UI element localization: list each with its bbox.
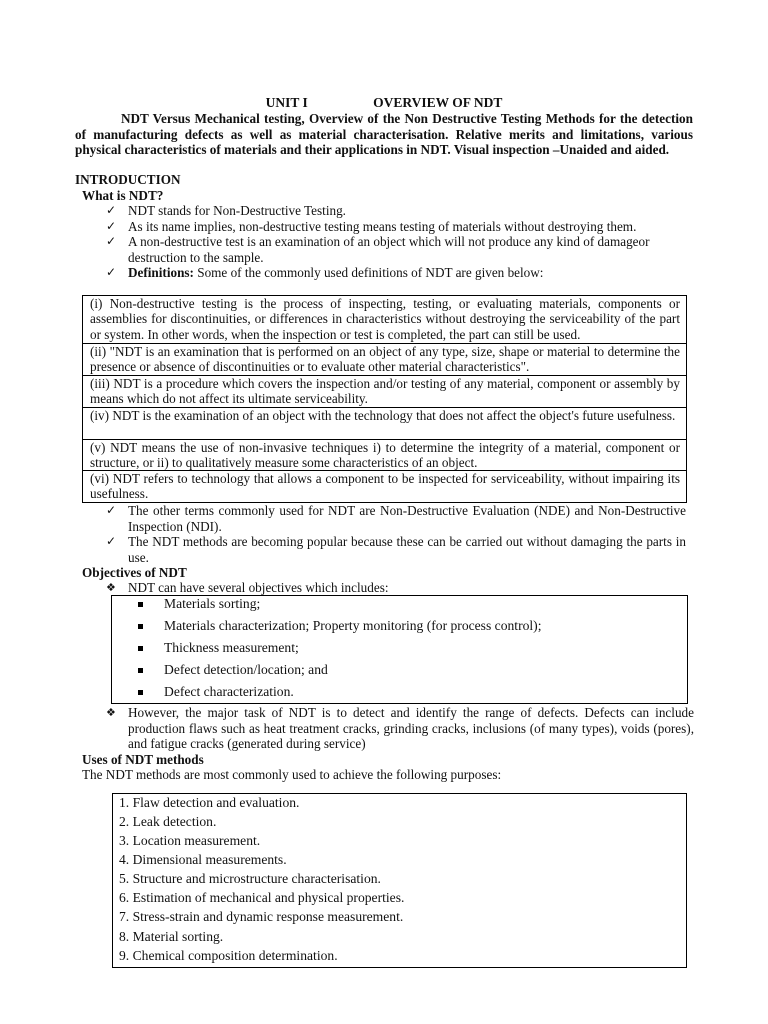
square-bullet-icon — [138, 690, 143, 695]
list-item: 9. Chemical composition determination. — [119, 948, 338, 963]
uses-list — [112, 793, 687, 968]
defects-note: ❖ However, the major task of NDT is to detect and identify the range of defects. Defects can include production flaws such as heat treatment cracks, grinding cracks, inclusions (of many types), voids (pores), and fatigue cracks (generated during service) — [106, 705, 694, 752]
intro-point: ✓ As its name implies, non-destructive testing means testing of materials without destroying them. — [106, 219, 637, 234]
list-item: 4. Dimensional measurements. — [119, 852, 287, 867]
definition-row: (vi) NDT refers to technology that allows a component to be inspected for serviceability, without impairing its usefulness. — [90, 471, 680, 502]
diamond-bullet-icon: ❖ — [106, 581, 116, 594]
unit-label: UNIT I — [265, 95, 308, 110]
definition-row: (ii) "NDT is an examination that is performed on an object of any type, size, shape or material to determine the presence or absence of discontinuities or to evaluate other material characteristics". — [83, 344, 686, 376]
syllabus-paragraph: NDT Versus Mechanical testing, Overview of the Non Destructive Testing Methods for the detection of manufacturing defects as well as material characterisation. Relative merits and limitations, various physical characteristics of materials and their applications in NDT. Visual inspection –Unaided and aided. — [75, 111, 693, 158]
check-icon: ✓ — [106, 265, 117, 279]
list-item: 5. Structure and microstructure characterisation. — [119, 871, 381, 886]
definition-row: (iv) NDT is the examination of an object with the technology that does not affect the object's future usefulness. — [83, 408, 686, 440]
intro-point: ✓ A non-destructive test is an examination of an object which will not produce any kind of damageor destruction to the sample. — [106, 234, 650, 265]
definitions-label: Definitions: — [128, 265, 194, 280]
check-icon: ✓ — [106, 503, 117, 517]
intro-point: ✓ NDT stands for Non-Destructive Testing. — [106, 203, 346, 218]
square-bullet-icon — [138, 646, 143, 651]
definition-row: (v) NDT means the use of non-invasive techniques i) to determine the integrity of a material, component or structure, or ii) to qualitatively measure some characteristics of an object. — [83, 440, 686, 471]
check-icon: ✓ — [106, 219, 117, 233]
page-title — [0, 95, 768, 111]
list-item: 3. Location measurement. — [119, 833, 261, 848]
check-icon: ✓ — [106, 203, 117, 217]
uses-heading: Uses of NDT methods — [82, 752, 204, 767]
introduction-heading: INTRODUCTION — [75, 172, 181, 187]
popularity-point: ✓ The NDT methods are becoming popular because these can be carried out without damaging the parts in use. — [106, 534, 686, 565]
list-item: 2. Leak detection. — [119, 814, 217, 829]
list-item: 6. Estimation of mechanical and physical properties. — [119, 890, 405, 905]
definitions-table — [82, 295, 687, 503]
check-icon: ✓ — [106, 234, 117, 248]
objectives-intro: ❖ NDT can have several objectives which includes: — [106, 580, 389, 595]
list-item: 1. Flaw detection and evaluation. — [119, 795, 300, 810]
square-bullet-icon — [138, 624, 143, 629]
square-bullet-icon — [138, 602, 143, 607]
unit-title: OVERVIEW OF NDT — [373, 95, 503, 110]
definitions-intro: ✓ Definitions: Some of the commonly used definitions of NDT are given below: — [106, 265, 544, 280]
objectives-list: Materials sorting; Materials characterization; Property monitoring (for process control); Thickness measurement; Defect detection/location; and Defect characterization. — [111, 595, 688, 704]
objectives-heading: Objectives of NDT — [82, 565, 187, 580]
definition-row: (iii) NDT is a procedure which covers the inspection and/or testing of any material, component or assembly by means which do not affect its ultimate serviceability. — [83, 376, 686, 408]
list-item: 7. Stress-strain and dynamic response measurement. — [119, 909, 404, 924]
uses-intro: The NDT methods are most commonly used to achieve the following purposes: — [82, 767, 502, 782]
definition-row: (i) Non-destructive testing is the process of inspecting, testing, or evaluating materials, components or assemblies for discontinuities, or differences in characteristics without destroying the serviceability of the part or system. In other words, when the inspection or test is completed, the part can still be used. — [83, 296, 686, 344]
diamond-bullet-icon: ❖ — [106, 706, 116, 719]
what-is-ndt-heading: What is NDT? — [82, 188, 164, 203]
square-bullet-icon — [138, 668, 143, 673]
other-terms-point: ✓ The other terms commonly used for NDT are Non-Destructive Evaluation (NDE) and Non-Destructive Inspection (NDI). — [106, 503, 686, 534]
list-item: 8. Material sorting. — [119, 929, 224, 944]
check-icon: ✓ — [106, 534, 117, 548]
